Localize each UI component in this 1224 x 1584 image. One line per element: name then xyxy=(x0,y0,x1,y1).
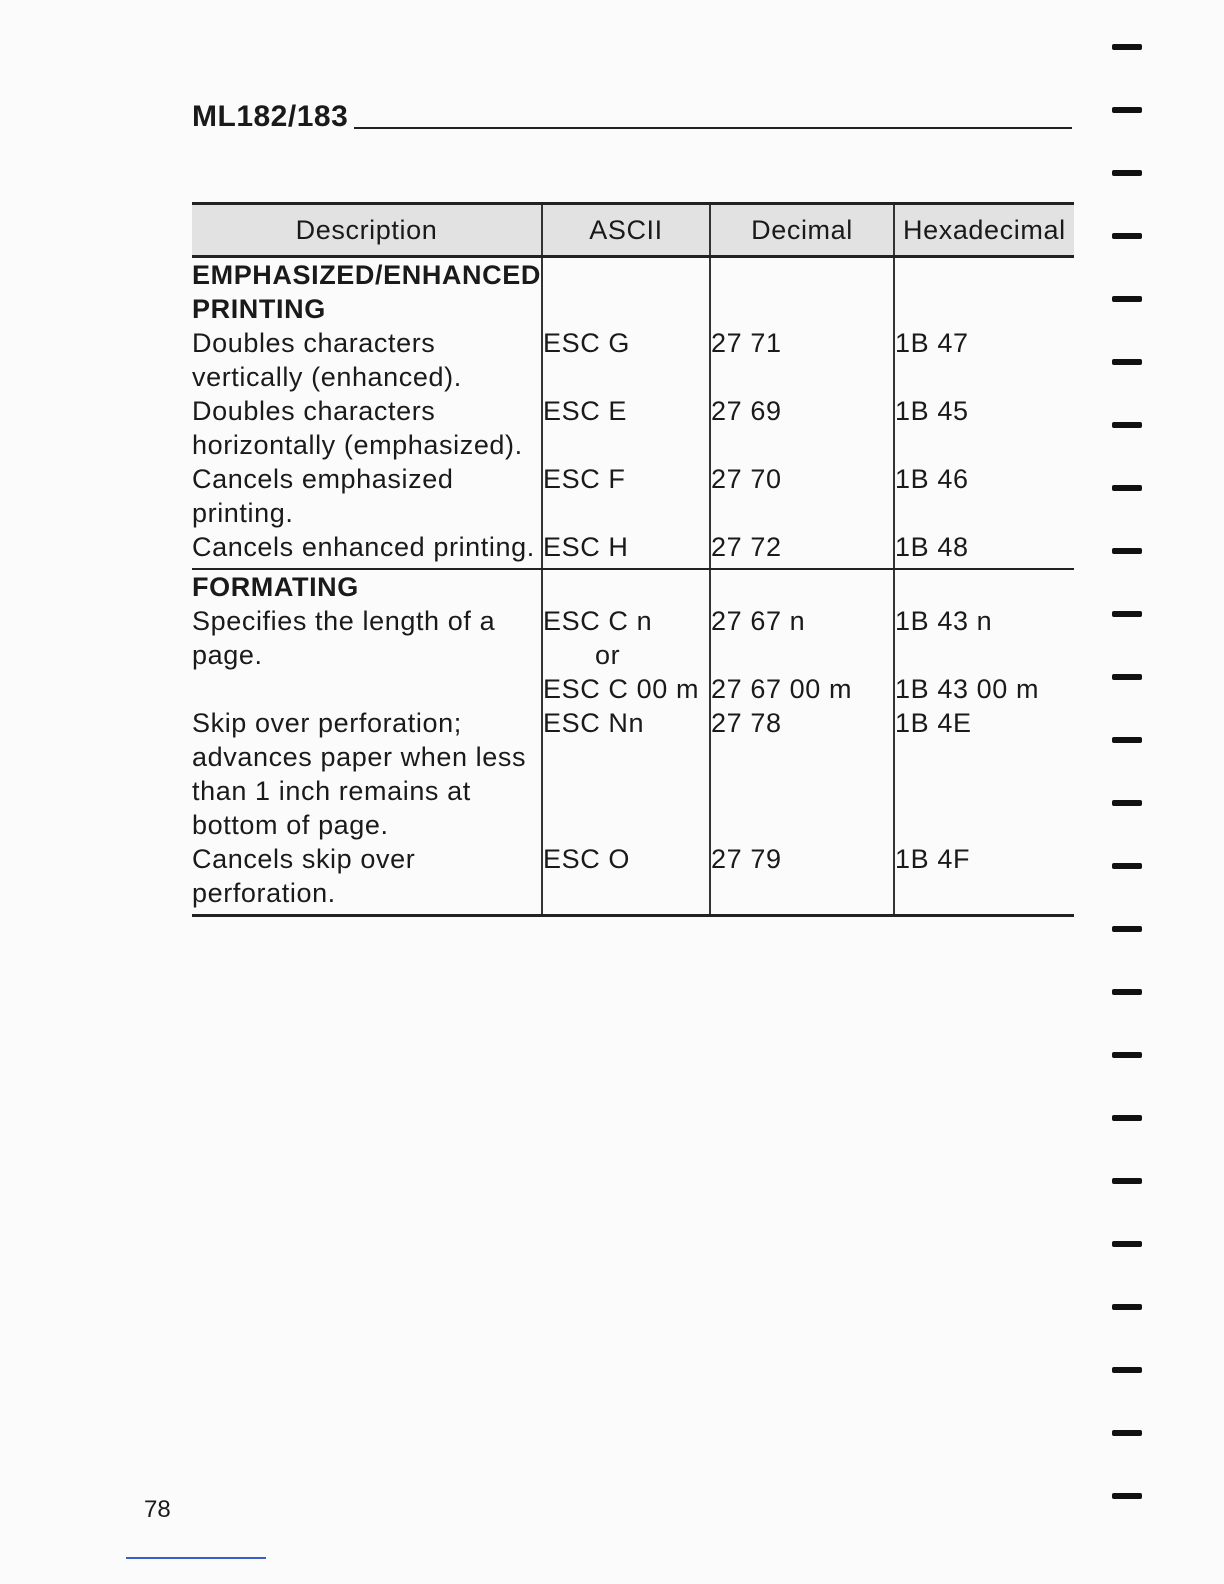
binding-tick xyxy=(1112,863,1142,869)
binding-tick xyxy=(1112,1493,1142,1499)
binding-tick xyxy=(1112,1178,1142,1184)
section-label: EMPHASIZED/ENHANCED PRINTING xyxy=(192,260,541,324)
table-row xyxy=(192,326,1074,394)
decimal-cell: 27 70 xyxy=(710,462,894,530)
binding-tick xyxy=(1112,926,1142,932)
hex-cell: 1B 43 n xyxy=(895,606,993,636)
column-header-decimal: Decimal xyxy=(710,204,894,257)
binding-tick xyxy=(1112,1304,1142,1310)
column-header-hexadecimal: Hexadecimal xyxy=(894,204,1074,257)
binding-tick xyxy=(1112,800,1142,806)
hex-alt-cell: 1B 43 00 m xyxy=(895,674,1040,704)
ascii-cell: ESC E xyxy=(542,394,710,462)
binding-marks xyxy=(1112,0,1142,1584)
decimal-cell: 27 72 xyxy=(710,530,894,569)
or-label: or xyxy=(595,640,621,670)
binding-tick xyxy=(1112,359,1142,365)
description-cell: Cancels skip over perforation. xyxy=(192,842,542,916)
table-row xyxy=(192,394,1074,462)
binding-tick xyxy=(1112,44,1142,50)
section-label: FORMATING xyxy=(192,572,359,602)
table-row xyxy=(192,706,1074,842)
hex-cell: 1B 48 xyxy=(894,530,1074,569)
description-cell: Doubles characters vertically (enhanced). xyxy=(192,328,462,392)
decimal-cell: 27 79 xyxy=(710,842,894,916)
description-cell: Specifies the length of a page. xyxy=(192,606,496,670)
binding-tick xyxy=(1112,170,1142,176)
binding-tick xyxy=(1112,548,1142,554)
binding-tick xyxy=(1112,611,1142,617)
decimal-cell: 27 67 n xyxy=(711,606,806,636)
binding-tick xyxy=(1112,296,1142,302)
decimal-cell: 27 78 xyxy=(710,706,894,842)
hex-cell: 1B 47 xyxy=(894,326,1074,394)
binding-tick xyxy=(1112,485,1142,491)
hex-cell: 1B 46 xyxy=(894,462,1074,530)
hex-cell: 1B 4F xyxy=(894,842,1074,916)
binding-tick xyxy=(1112,989,1142,995)
description-cell: Doubles characters horizontally (emphasized). xyxy=(192,396,523,460)
ascii-cell: ESC G xyxy=(542,326,710,394)
binding-tick xyxy=(1112,1052,1142,1058)
binding-tick xyxy=(1112,233,1142,239)
page-number: 78 xyxy=(144,1496,171,1523)
ascii-cell: ESC C n xyxy=(543,606,653,636)
binding-tick xyxy=(1112,1241,1142,1247)
ascii-cell: ESC H xyxy=(542,530,710,569)
binding-tick xyxy=(1112,1367,1142,1373)
decimal-cell: 27 71 xyxy=(710,326,894,394)
table-row xyxy=(192,604,1074,706)
ascii-alt-cell: ESC C 00 m xyxy=(543,674,700,704)
ascii-cell: ESC O xyxy=(542,842,710,916)
page-title: ML182/183 xyxy=(192,100,354,134)
binding-tick xyxy=(1112,1430,1142,1436)
binding-tick xyxy=(1112,674,1142,680)
binding-tick xyxy=(1112,1115,1142,1121)
binding-tick xyxy=(1112,422,1142,428)
column-header-ascii: ASCII xyxy=(542,204,710,257)
description-cell: Cancels emphasized printing. xyxy=(192,464,454,528)
table-row xyxy=(192,530,1074,569)
binding-tick xyxy=(1112,107,1142,113)
binding-tick xyxy=(1112,737,1142,743)
table-header-row xyxy=(192,204,1074,257)
decimal-alt-cell: 27 67 00 m xyxy=(711,674,853,704)
decimal-cell: 27 69 xyxy=(710,394,894,462)
table-row xyxy=(192,462,1074,530)
table-row xyxy=(192,842,1074,916)
ascii-cell: ESC F xyxy=(542,462,710,530)
description-cell: Skip over perforation; advances paper when less than 1 inch remains at bottom of page. xyxy=(192,708,527,840)
command-table xyxy=(192,202,1074,917)
hex-cell: 1B 45 xyxy=(894,394,1074,462)
section-row xyxy=(192,569,1074,604)
hex-cell: 1B 4E xyxy=(894,706,1074,842)
bottom-divider xyxy=(126,1557,266,1559)
column-header-description: Description xyxy=(192,204,542,257)
description-cell: Cancels enhanced printing. xyxy=(192,530,542,569)
page-header xyxy=(192,100,1072,140)
section-row xyxy=(192,257,1074,327)
ascii-cell: ESC Nn xyxy=(542,706,710,842)
